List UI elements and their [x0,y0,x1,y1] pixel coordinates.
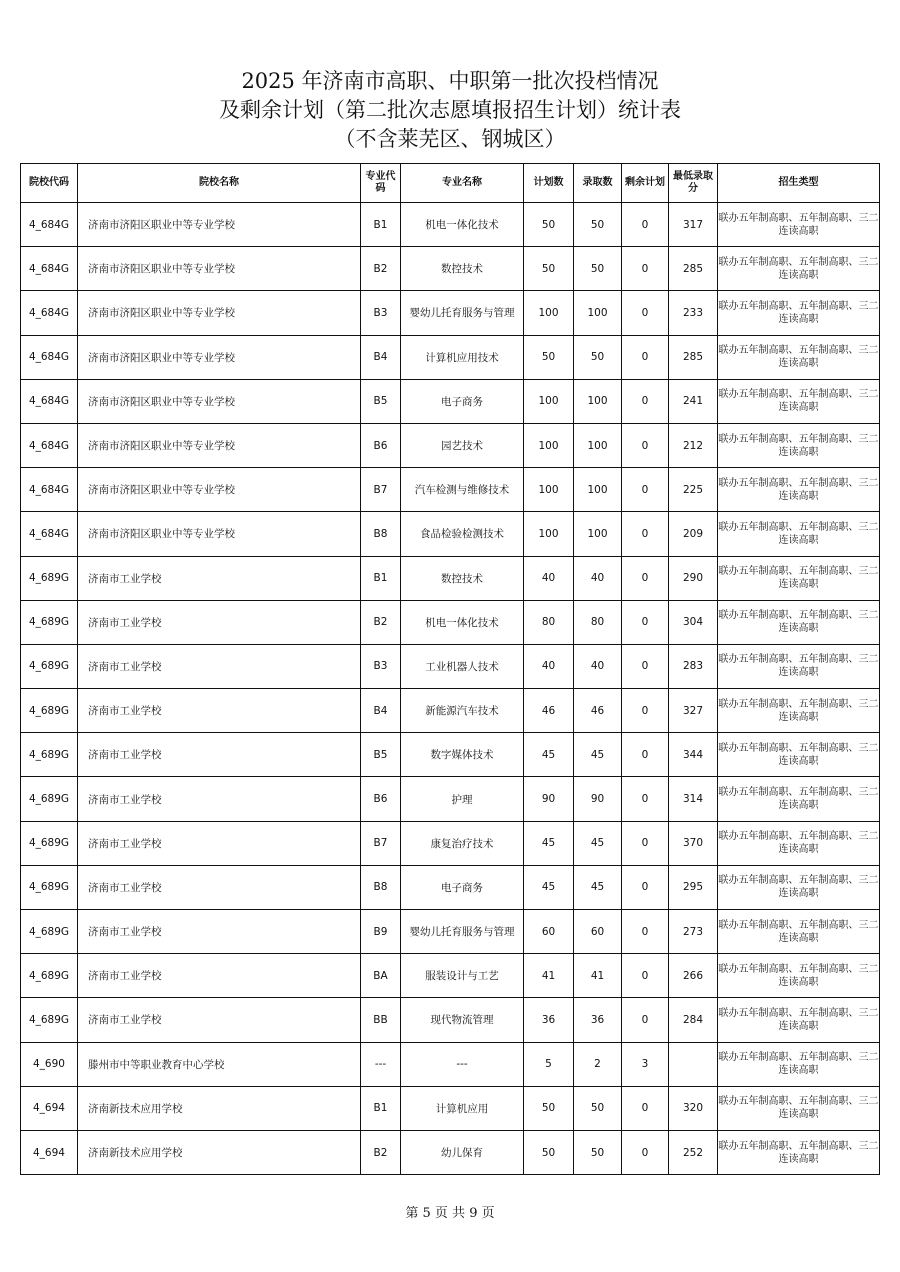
major-name-cell: 电子商务 [401,865,524,909]
plan-count-cell: 45 [524,821,574,865]
major-name-cell: 工业机器人技术 [401,644,524,688]
enrollment-type-cell: 联办五年制高职、五年制高职、三二连读高职 [718,335,880,379]
major-code-cell: B1 [361,1086,401,1130]
table-row [21,865,880,909]
enrollment-type-cell: 联办五年制高职、五年制高职、三二连读高职 [718,1130,880,1174]
major-name-header: 专业名称 [401,164,524,203]
enrollment-type-cell: 联办五年制高职、五年制高职、三二连读高职 [718,600,880,644]
enrollment-type-cell: 联办五年制高职、五年制高职、三二连读高职 [718,247,880,291]
enrollment-type-cell: 联办五年制高职、五年制高职、三二连读高职 [718,379,880,423]
school-code-cell: 4_694 [21,1086,78,1130]
major-code-cell: B5 [361,733,401,777]
major-code-cell: B8 [361,512,401,556]
admitted-count-cell: 36 [574,998,622,1042]
major-name-cell: 机电一体化技术 [401,600,524,644]
school-code-cell: 4_689G [21,821,78,865]
school-name-cell: 济南市济阳区职业中等专业学校 [78,468,361,512]
major-name-cell: 现代物流管理 [401,998,524,1042]
enrollment-type-cell: 联办五年制高职、五年制高职、三二连读高职 [718,865,880,909]
major-name-cell: 数字媒体技术 [401,733,524,777]
school-code-cell: 4_689G [21,556,78,600]
page-title-line-3: （不含莱芜区、钢城区） [334,127,566,151]
admitted-count-cell: 100 [574,423,622,467]
min-score-cell: 290 [669,556,718,600]
admitted-count-cell: 100 [574,468,622,512]
school-name-cell: 济南新技术应用学校 [78,1086,361,1130]
plan-count-cell: 5 [524,1042,574,1086]
admitted-count-cell: 45 [574,821,622,865]
major-code-cell: --- [361,1042,401,1086]
table-row [21,335,880,379]
school-name-cell: 济南市工业学校 [78,910,361,954]
min-score-cell: 344 [669,733,718,777]
school-name-cell: 济南市工业学校 [78,865,361,909]
min-score-header: 最低录取分 [669,164,718,203]
admitted-count-cell: 50 [574,203,622,247]
major-name-cell: 数控技术 [401,247,524,291]
school-name-cell: 济南市济阳区职业中等专业学校 [78,203,361,247]
plan-count-cell: 41 [524,954,574,998]
school-code-cell: 4_689G [21,954,78,998]
major-code-cell: B2 [361,247,401,291]
school-name-cell: 济南市济阳区职业中等专业学校 [78,291,361,335]
school-name-cell: 济南市工业学校 [78,998,361,1042]
plan-count-cell: 46 [524,689,574,733]
min-score-cell: 209 [669,512,718,556]
remaining-plan-cell: 0 [622,777,669,821]
school-name-cell: 济南市工业学校 [78,600,361,644]
school-name-cell: 济南新技术应用学校 [78,1130,361,1174]
admitted-count-cell: 60 [574,910,622,954]
major-name-cell: 机电一体化技术 [401,203,524,247]
min-score-cell: 314 [669,777,718,821]
school-name-cell: 济南市工业学校 [78,644,361,688]
school-code-header: 院校代码 [21,164,78,203]
major-code-cell: B7 [361,468,401,512]
remaining-plan-header: 剩余计划 [622,164,669,203]
min-score-cell: 212 [669,423,718,467]
school-code-cell: 4_689G [21,910,78,954]
min-score-cell: 241 [669,379,718,423]
school-name-cell: 济南市工业学校 [78,689,361,733]
school-name-cell: 济南市工业学校 [78,821,361,865]
remaining-plan-cell: 0 [622,247,669,291]
major-name-cell: 新能源汽车技术 [401,689,524,733]
admitted-count-cell: 2 [574,1042,622,1086]
major-code-cell: B4 [361,335,401,379]
min-score-cell: 283 [669,644,718,688]
major-code-cell: B6 [361,777,401,821]
plan-count-cell: 60 [524,910,574,954]
remaining-plan-cell: 0 [622,1130,669,1174]
plan-count-cell: 90 [524,777,574,821]
major-name-cell: 电子商务 [401,379,524,423]
major-name-cell: --- [401,1042,524,1086]
table-row [21,821,880,865]
major-name-cell: 康复治疗技术 [401,821,524,865]
table-row [21,512,880,556]
admitted-count-cell: 50 [574,335,622,379]
major-name-cell: 计算机应用技术 [401,335,524,379]
enrollment-type-cell: 联办五年制高职、五年制高职、三二连读高职 [718,954,880,998]
school-name-cell: 济南市济阳区职业中等专业学校 [78,379,361,423]
table-row [21,733,880,777]
remaining-plan-cell: 0 [622,998,669,1042]
school-code-cell: 4_689G [21,644,78,688]
plan-count-cell: 50 [524,203,574,247]
enrollment-type-cell: 联办五年制高职、五年制高职、三二连读高职 [718,1086,880,1130]
table-row [21,203,880,247]
admitted-count-cell: 40 [574,556,622,600]
remaining-plan-cell: 3 [622,1042,669,1086]
remaining-plan-cell: 0 [622,468,669,512]
enrollment-type-cell: 联办五年制高职、五年制高职、三二连读高职 [718,1042,880,1086]
remaining-plan-cell: 0 [622,512,669,556]
plan-count-cell: 50 [524,1086,574,1130]
school-code-cell: 4_684G [21,379,78,423]
min-score-cell: 284 [669,998,718,1042]
plan-count-cell: 100 [524,291,574,335]
major-code-cell: B2 [361,600,401,644]
admitted-count-cell: 46 [574,689,622,733]
enrollment-type-cell: 联办五年制高职、五年制高职、三二连读高职 [718,910,880,954]
major-code-cell: B3 [361,644,401,688]
enrollment-type-cell: 联办五年制高职、五年制高职、三二连读高职 [718,733,880,777]
table-body [21,203,880,1175]
school-code-cell: 4_689G [21,865,78,909]
major-code-header: 专业代码 [361,164,401,203]
major-name-cell: 幼儿保育 [401,1130,524,1174]
admitted-count-cell: 100 [574,291,622,335]
remaining-plan-cell: 0 [622,335,669,379]
table-row [21,379,880,423]
major-code-cell: B1 [361,556,401,600]
table-header-row [21,164,880,203]
admitted-count-cell: 45 [574,865,622,909]
admitted-count-header: 录取数 [574,164,622,203]
table-row [21,556,880,600]
table-row [21,1042,880,1086]
admitted-count-cell: 41 [574,954,622,998]
table-row [21,1130,880,1174]
major-name-cell: 护理 [401,777,524,821]
school-code-cell: 4_684G [21,468,78,512]
plan-count-cell: 36 [524,998,574,1042]
table-row [21,954,880,998]
major-code-cell: BB [361,998,401,1042]
major-code-cell: BA [361,954,401,998]
major-code-cell: B3 [361,291,401,335]
school-code-cell: 4_684G [21,203,78,247]
page-title-line-2: 及剩余计划（第二批次志愿填报招生计划）统计表 [219,98,681,122]
plan-count-cell: 80 [524,600,574,644]
min-score-cell: 285 [669,335,718,379]
admitted-count-cell: 90 [574,777,622,821]
table-row [21,423,880,467]
plan-count-cell: 100 [524,468,574,512]
table-row [21,777,880,821]
table-row [21,247,880,291]
enrollment-type-cell: 联办五年制高职、五年制高职、三二连读高职 [718,777,880,821]
page-title-line-1: 2025 年济南市高职、中职第一批次投档情况 [241,69,659,93]
major-name-cell: 服装设计与工艺 [401,954,524,998]
admitted-count-cell: 40 [574,644,622,688]
min-score-cell: 370 [669,821,718,865]
enrollment-type-cell: 联办五年制高职、五年制高职、三二连读高职 [718,468,880,512]
school-name-cell: 济南市工业学校 [78,733,361,777]
remaining-plan-cell: 0 [622,423,669,467]
admitted-count-cell: 50 [574,247,622,291]
major-name-cell: 数控技术 [401,556,524,600]
min-score-cell: 252 [669,1130,718,1174]
enrollment-type-cell: 联办五年制高职、五年制高职、三二连读高职 [718,291,880,335]
school-name-cell: 济南市济阳区职业中等专业学校 [78,423,361,467]
remaining-plan-cell: 0 [622,1086,669,1130]
major-code-cell: B5 [361,379,401,423]
major-name-cell: 园艺技术 [401,423,524,467]
school-code-cell: 4_690 [21,1042,78,1086]
admitted-count-cell: 50 [574,1086,622,1130]
plan-count-cell: 100 [524,423,574,467]
school-name-cell: 济南市济阳区职业中等专业学校 [78,335,361,379]
school-code-cell: 4_694 [21,1130,78,1174]
table-row [21,689,880,733]
table-row [21,600,880,644]
min-score-cell [669,1042,718,1086]
remaining-plan-cell: 0 [622,733,669,777]
enrollment-type-cell: 联办五年制高职、五年制高职、三二连读高职 [718,998,880,1042]
plan-count-cell: 45 [524,865,574,909]
table-row [21,291,880,335]
enrollment-type-cell: 联办五年制高职、五年制高职、三二连读高职 [718,512,880,556]
plan-count-cell: 40 [524,644,574,688]
major-code-cell: B7 [361,821,401,865]
school-code-cell: 4_689G [21,689,78,733]
remaining-plan-cell: 0 [622,865,669,909]
school-code-cell: 4_684G [21,512,78,556]
table-row [21,644,880,688]
plan-count-cell: 40 [524,556,574,600]
plan-count-cell: 50 [524,247,574,291]
table-row [21,1086,880,1130]
major-name-cell: 食品检验检测技术 [401,512,524,556]
min-score-cell: 285 [669,247,718,291]
table-row [21,468,880,512]
major-name-cell: 汽车检测与维修技术 [401,468,524,512]
major-name-cell: 婴幼儿托育服务与管理 [401,910,524,954]
remaining-plan-cell: 0 [622,821,669,865]
major-name-cell: 婴幼儿托育服务与管理 [401,291,524,335]
remaining-plan-cell: 0 [622,644,669,688]
remaining-plan-cell: 0 [622,203,669,247]
school-code-cell: 4_689G [21,733,78,777]
remaining-plan-cell: 0 [622,689,669,733]
school-code-cell: 4_689G [21,600,78,644]
min-score-cell: 225 [669,468,718,512]
min-score-cell: 327 [669,689,718,733]
admitted-count-cell: 100 [574,512,622,556]
admitted-count-cell: 100 [574,379,622,423]
school-code-cell: 4_684G [21,335,78,379]
school-code-cell: 4_689G [21,777,78,821]
remaining-plan-cell: 0 [622,910,669,954]
major-code-cell: B9 [361,910,401,954]
school-name-cell: 济南市工业学校 [78,556,361,600]
enrollment-type-cell: 联办五年制高职、五年制高职、三二连读高职 [718,556,880,600]
school-code-cell: 4_689G [21,998,78,1042]
min-score-cell: 295 [669,865,718,909]
min-score-cell: 273 [669,910,718,954]
school-code-cell: 4_684G [21,423,78,467]
school-code-cell: 4_684G [21,247,78,291]
remaining-plan-cell: 0 [622,379,669,423]
major-code-cell: B2 [361,1130,401,1174]
enrollment-type-header: 招生类型 [718,164,880,203]
plan-count-cell: 100 [524,379,574,423]
plan-count-cell: 45 [524,733,574,777]
min-score-cell: 320 [669,1086,718,1130]
school-name-cell: 济南市工业学校 [78,777,361,821]
plan-count-cell: 50 [524,1130,574,1174]
enrollment-type-cell: 联办五年制高职、五年制高职、三二连读高职 [718,644,880,688]
remaining-plan-cell: 0 [622,291,669,335]
admission-table [20,163,880,1175]
school-name-cell: 滕州市中等职业教育中心学校 [78,1042,361,1086]
enrollment-type-cell: 联办五年制高职、五年制高职、三二连读高职 [718,689,880,733]
plan-count-cell: 100 [524,512,574,556]
enrollment-type-cell: 联办五年制高职、五年制高职、三二连读高职 [718,203,880,247]
remaining-plan-cell: 0 [622,954,669,998]
min-score-cell: 317 [669,203,718,247]
major-code-cell: B8 [361,865,401,909]
min-score-cell: 266 [669,954,718,998]
admitted-count-cell: 45 [574,733,622,777]
plan-count-cell: 50 [524,335,574,379]
enrollment-type-cell: 联办五年制高职、五年制高职、三二连读高职 [718,821,880,865]
admitted-count-cell: 80 [574,600,622,644]
table-row [21,910,880,954]
major-code-cell: B1 [361,203,401,247]
major-code-cell: B4 [361,689,401,733]
enrollment-type-cell: 联办五年制高职、五年制高职、三二连读高职 [718,423,880,467]
admitted-count-cell: 50 [574,1130,622,1174]
remaining-plan-cell: 0 [622,600,669,644]
page-number: 第 5 页 共 9 页 [405,1206,495,1221]
school-name-cell: 济南市济阳区职业中等专业学校 [78,512,361,556]
major-name-cell: 计算机应用 [401,1086,524,1130]
min-score-cell: 304 [669,600,718,644]
major-code-cell: B6 [361,423,401,467]
remaining-plan-cell: 0 [622,556,669,600]
plan-count-header: 计划数 [524,164,574,203]
school-name-cell: 济南市济阳区职业中等专业学校 [78,247,361,291]
school-code-cell: 4_684G [21,291,78,335]
table-row [21,998,880,1042]
min-score-cell: 233 [669,291,718,335]
school-name-header: 院校名称 [78,164,361,203]
school-name-cell: 济南市工业学校 [78,954,361,998]
